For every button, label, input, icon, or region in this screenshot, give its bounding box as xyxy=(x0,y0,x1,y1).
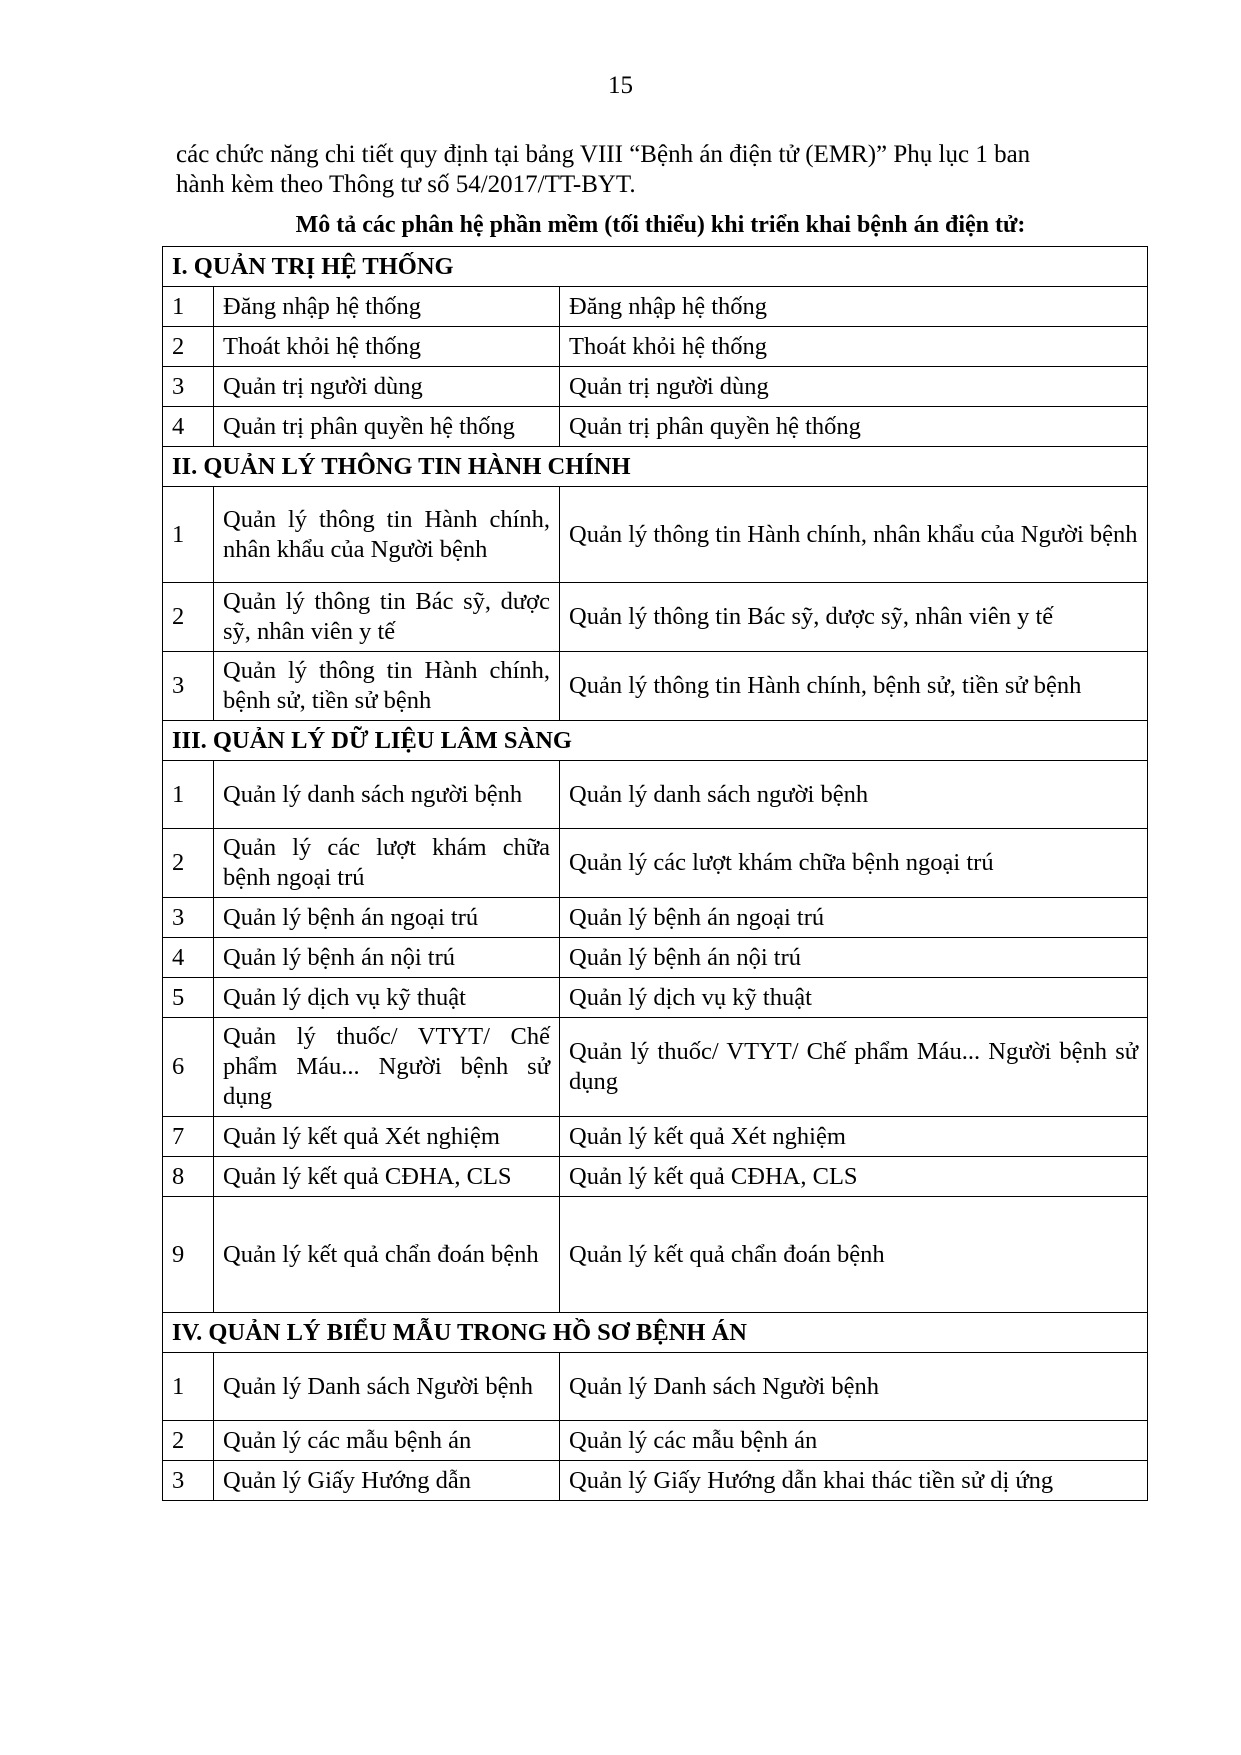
row-number: 7 xyxy=(163,1117,214,1157)
table-row xyxy=(163,407,1148,447)
table-row xyxy=(163,1117,1148,1157)
section-header-row xyxy=(163,1313,1148,1353)
row-number: 2 xyxy=(163,327,214,367)
row-number: 9 xyxy=(163,1197,214,1313)
row-number: 4 xyxy=(163,938,214,978)
table-row xyxy=(163,761,1148,829)
intro-line-1: các chức năng chi tiết quy định tại bảng VIII “Bệnh án điện tử (EMR)” Phụ lục 1 ban xyxy=(176,141,1031,168)
module-name: Thoát khỏi hệ thống xyxy=(214,327,560,367)
module-name: Quản lý Giấy Hướng dẫn xyxy=(214,1461,560,1501)
table-row xyxy=(163,1157,1148,1197)
module-name: Quản lý Danh sách Người bệnh xyxy=(214,1353,560,1421)
module-description: Quản lý kết quả chẩn đoán bệnh xyxy=(560,1197,1148,1313)
row-number: 4 xyxy=(163,407,214,447)
module-name: Quản lý thông tin Hành chính, bệnh sử, tiền sử bệnh xyxy=(214,652,560,721)
row-number: 8 xyxy=(163,1157,214,1197)
table-row xyxy=(163,1353,1148,1421)
row-number: 2 xyxy=(163,829,214,898)
table-row xyxy=(163,1421,1148,1461)
row-number: 1 xyxy=(163,287,214,327)
module-description: Quản lý thông tin Hành chính, bệnh sử, tiền sử bệnh xyxy=(560,652,1148,721)
module-name: Quản lý bệnh án ngoại trú xyxy=(214,898,560,938)
intro-line-2: hành kèm theo Thông tư số 54/2017/TT-BYT. xyxy=(176,171,636,198)
module-name: Quản lý thông tin Hành chính, nhân khẩu của Người bệnh xyxy=(214,487,560,583)
section-title: IV. QUẢN LÝ BIỂU MẪU TRONG HỒ SƠ BỆNH ÁN xyxy=(163,1313,1148,1353)
module-description: Thoát khỏi hệ thống xyxy=(560,327,1148,367)
module-description: Đăng nhập hệ thống xyxy=(560,287,1148,327)
module-name: Quản lý danh sách người bệnh xyxy=(214,761,560,829)
table-row xyxy=(163,978,1148,1018)
module-description: Quản lý thuốc/ VTYT/ Chế phẩm Máu... Người bệnh sử dụng xyxy=(560,1018,1148,1117)
module-description: Quản lý dịch vụ kỹ thuật xyxy=(560,978,1148,1018)
module-description: Quản lý các mẫu bệnh án xyxy=(560,1421,1148,1461)
module-name: Quản lý bệnh án nội trú xyxy=(214,938,560,978)
row-number: 3 xyxy=(163,1461,214,1501)
row-number: 5 xyxy=(163,978,214,1018)
table-row xyxy=(163,829,1148,898)
module-description: Quản lý Danh sách Người bệnh xyxy=(560,1353,1148,1421)
row-number: 2 xyxy=(163,583,214,652)
module-description: Quản lý thông tin Hành chính, nhân khẩu của Người bệnh xyxy=(560,487,1148,583)
page-number: 15 xyxy=(608,72,633,99)
table-row xyxy=(163,898,1148,938)
module-name: Quản trị phân quyền hệ thống xyxy=(214,407,560,447)
module-description: Quản lý Giấy Hướng dẫn khai thác tiền sử dị ứng xyxy=(560,1461,1148,1501)
section-header-row xyxy=(163,447,1148,487)
module-name: Quản lý các mẫu bệnh án xyxy=(214,1421,560,1461)
section-header-row xyxy=(163,721,1148,761)
module-description: Quản lý kết quả Xét nghiệm xyxy=(560,1117,1148,1157)
row-number: 1 xyxy=(163,487,214,583)
table-row xyxy=(163,1461,1148,1501)
row-number: 2 xyxy=(163,1421,214,1461)
table-row xyxy=(163,487,1148,583)
module-name: Đăng nhập hệ thống xyxy=(214,287,560,327)
row-number: 3 xyxy=(163,898,214,938)
module-name: Quản lý các lượt khám chữa bệnh ngoại trú xyxy=(214,829,560,898)
row-number: 6 xyxy=(163,1018,214,1117)
row-number: 3 xyxy=(163,652,214,721)
row-number: 1 xyxy=(163,1353,214,1421)
section-title: I. QUẢN TRỊ HỆ THỐNG xyxy=(163,247,1148,287)
modules-table xyxy=(162,246,1148,1501)
module-description: Quản trị người dùng xyxy=(560,367,1148,407)
table-row xyxy=(163,327,1148,367)
module-description: Quản lý các lượt khám chữa bệnh ngoại trú xyxy=(560,829,1148,898)
table-row xyxy=(163,652,1148,721)
module-description: Quản lý thông tin Bác sỹ, dược sỹ, nhân viên y tế xyxy=(560,583,1148,652)
table-caption: Mô tả các phân hệ phần mềm (tối thiểu) khi triển khai bệnh án điện tử: xyxy=(295,212,1026,238)
module-description: Quản lý kết quả CĐHA, CLS xyxy=(560,1157,1148,1197)
module-description: Quản lý bệnh án ngoại trú xyxy=(560,898,1148,938)
row-number: 3 xyxy=(163,367,214,407)
section-title: II. QUẢN LÝ THÔNG TIN HÀNH CHÍNH xyxy=(163,447,1148,487)
module-name: Quản lý dịch vụ kỹ thuật xyxy=(214,978,560,1018)
table-row xyxy=(163,1197,1148,1313)
table-row xyxy=(163,938,1148,978)
module-name: Quản trị người dùng xyxy=(214,367,560,407)
section-header-row xyxy=(163,247,1148,287)
module-name: Quản lý kết quả Xét nghiệm xyxy=(214,1117,560,1157)
module-description: Quản lý danh sách người bệnh xyxy=(560,761,1148,829)
row-number: 1 xyxy=(163,761,214,829)
table-row xyxy=(163,1018,1148,1117)
module-description: Quản lý bệnh án nội trú xyxy=(560,938,1148,978)
module-name: Quản lý thông tin Bác sỹ, dược sỹ, nhân viên y tế xyxy=(214,583,560,652)
module-name: Quản lý thuốc/ VTYT/ Chế phẩm Máu... Người bệnh sử dụng xyxy=(214,1018,560,1117)
table-row xyxy=(163,367,1148,407)
table-row xyxy=(163,583,1148,652)
module-name: Quản lý kết quả CĐHA, CLS xyxy=(214,1157,560,1197)
module-name: Quản lý kết quả chẩn đoán bệnh xyxy=(214,1197,560,1313)
section-title: III. QUẢN LÝ DỮ LIỆU LÂM SÀNG xyxy=(163,721,1148,761)
module-description: Quản trị phân quyền hệ thống xyxy=(560,407,1148,447)
table-row xyxy=(163,287,1148,327)
intro-paragraph xyxy=(176,140,1145,200)
